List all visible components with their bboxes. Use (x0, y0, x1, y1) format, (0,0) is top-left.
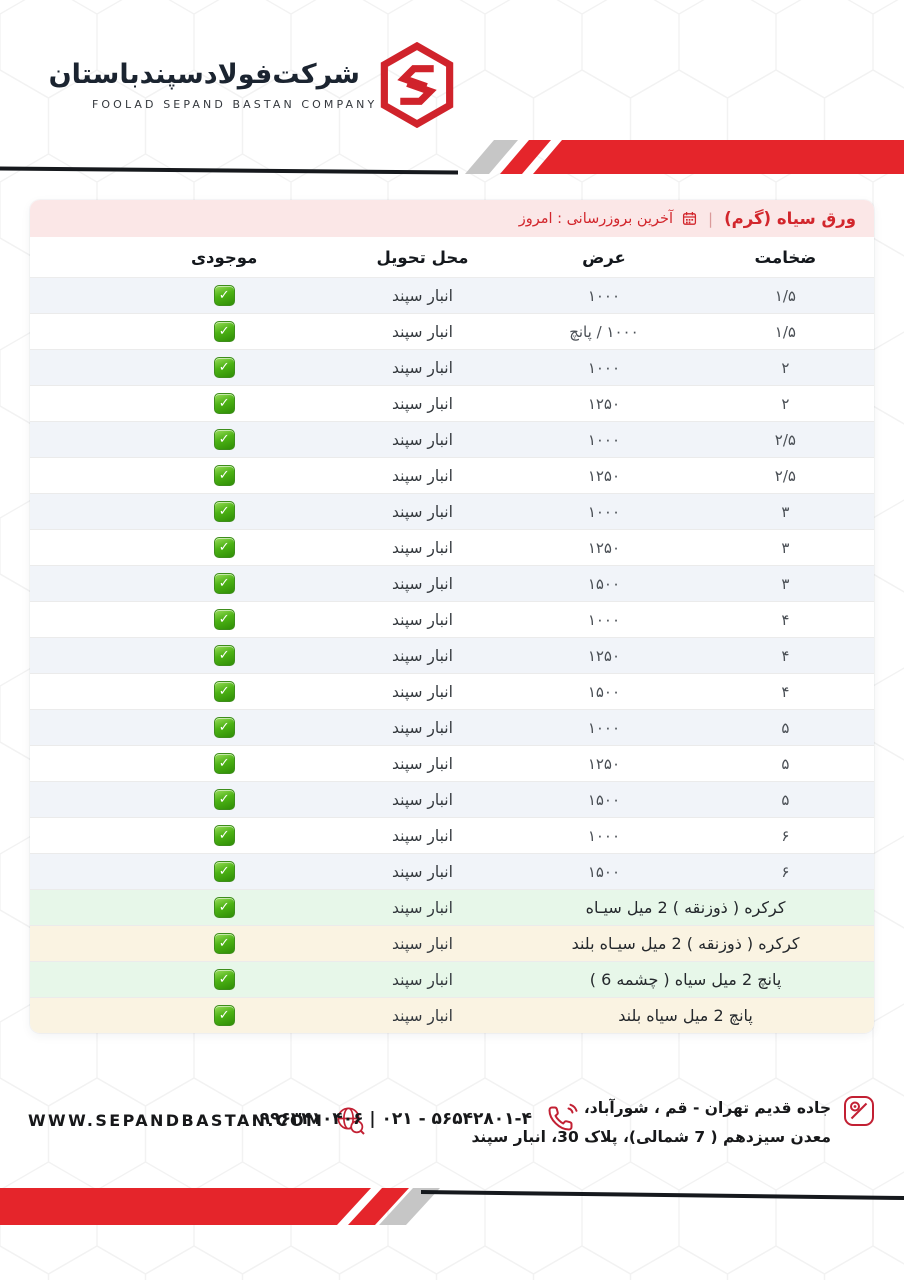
stock-cell (114, 897, 333, 918)
stock-cell (114, 321, 333, 342)
product-name-cell: پانچ 2 میل سیاه ( چشمه 6 ) (589, 970, 782, 989)
width-cell: ۱۵۰۰ (587, 862, 621, 881)
checkmark-icon: ✓ (214, 609, 235, 630)
last-update-label: آخرین بروزرسانی : امروز (518, 210, 673, 227)
hexagon-s-logo-icon (376, 42, 458, 128)
table-row (30, 746, 874, 782)
delivery-cell: انبار سپند (392, 358, 453, 377)
checkmark-icon: ✓ (214, 429, 235, 450)
table-row (30, 854, 874, 890)
company-name-fa: شرکت‌فولادسپندباستان (48, 58, 360, 90)
address-line-1: جاده قدیم تهران - قم ، شورآباد، (583, 1099, 831, 1117)
stock-cell (114, 609, 333, 630)
stock-cell (114, 645, 333, 666)
thickness-cell: ۳ (781, 502, 790, 521)
thickness-cell: ۵ (781, 718, 790, 737)
website-url: WWW.SEPANDBASTAN.COM (28, 1111, 325, 1130)
delivery-cell: انبار سپند (392, 646, 453, 665)
phone-numbers: ۰۹۹۶۳۴۱۰۴۰۶ | ۰۲۱ - ۵۶۵۴۲۸۰۱-۴ (249, 1108, 532, 1129)
thickness-cell: ۶ (781, 826, 790, 845)
stock-cell (114, 969, 333, 990)
product-name-cell: کرکره ( ذوزنقه ) 2 میل سیـاه (585, 898, 786, 917)
delivery-cell: انبار سپند (392, 898, 453, 917)
checkmark-icon: ✓ (214, 861, 235, 882)
map-pin-icon (842, 1094, 876, 1128)
stock-cell (114, 501, 333, 522)
delivery-cell: انبار سپند (392, 574, 453, 593)
checkmark-icon: ✓ (214, 969, 235, 990)
width-cell: ۱۰۰۰ (587, 610, 621, 629)
table-row (30, 386, 874, 422)
width-cell: ۱۰۰۰ (587, 286, 621, 305)
table-row (30, 962, 874, 998)
stock-cell (114, 717, 333, 738)
table-row (30, 782, 874, 818)
table-title-bar (30, 200, 874, 237)
thickness-cell: ۶ (781, 862, 790, 881)
checkmark-icon: ✓ (214, 1005, 235, 1026)
stock-cell (114, 861, 333, 882)
checkmark-icon: ✓ (214, 357, 235, 378)
address-line-2: معدن سیزدهم ( 7 شمالی)، پلاک 30، انبار سپند (471, 1127, 831, 1146)
width-cell: ۱۲۵۰ (587, 538, 621, 557)
stock-cell (114, 1005, 333, 1026)
table-row (30, 926, 874, 962)
table-row (30, 998, 874, 1033)
table-row (30, 350, 874, 386)
checkmark-icon: ✓ (214, 501, 235, 522)
table-row (30, 458, 874, 494)
table-row (30, 710, 874, 746)
delivery-cell: انبار سپند (392, 502, 453, 521)
width-cell: ۱۰۰۰ (587, 718, 621, 737)
thickness-cell: ۴ (781, 646, 790, 665)
checkmark-icon: ✓ (214, 681, 235, 702)
stock-cell (114, 933, 333, 954)
stock-cell (114, 357, 333, 378)
delivery-cell: انبار سپند (392, 466, 453, 485)
thickness-cell: ۱/۵ (774, 322, 796, 341)
thickness-cell: ۳ (781, 538, 790, 557)
thickness-cell: ۴ (781, 610, 790, 629)
checkmark-icon: ✓ (214, 717, 235, 738)
col-header-delivery: محل تحویل (376, 247, 469, 267)
thickness-cell: ۲/۵ (774, 466, 796, 485)
stock-cell (114, 789, 333, 810)
delivery-cell: انبار سپند (392, 862, 453, 881)
table-row (30, 638, 874, 674)
title-divider: | (708, 209, 714, 228)
stock-cell (114, 753, 333, 774)
delivery-cell: انبار سپند (392, 286, 453, 305)
thickness-cell: ۵ (781, 754, 790, 773)
thickness-cell: ۲ (781, 394, 790, 413)
table-row (30, 314, 874, 350)
checkmark-icon: ✓ (214, 789, 235, 810)
company-brand (48, 42, 458, 128)
table-row (30, 890, 874, 926)
table-row (30, 602, 874, 638)
stock-cell (114, 537, 333, 558)
checkmark-icon: ✓ (214, 933, 235, 954)
width-cell: ۱۵۰۰ (587, 790, 621, 809)
calendar-icon (682, 211, 697, 226)
checkmark-icon: ✓ (214, 285, 235, 306)
stock-cell (114, 285, 333, 306)
checkmark-icon: ✓ (214, 753, 235, 774)
checkmark-icon: ✓ (214, 897, 235, 918)
width-cell: ۱۲۵۰ (587, 466, 621, 485)
thickness-cell: ۴ (781, 682, 790, 701)
checkmark-icon: ✓ (214, 465, 235, 486)
stock-cell (114, 681, 333, 702)
table-header-row (30, 237, 874, 278)
stock-cell (114, 465, 333, 486)
delivery-cell: انبار سپند (392, 1006, 453, 1025)
table-body (30, 278, 874, 1033)
company-name-en: FOOLAD SEPAND BASTAN COMPANY (92, 98, 378, 112)
delivery-cell: انبار سپند (392, 610, 453, 629)
width-cell: ۱۲۵۰ (587, 754, 621, 773)
thickness-cell: ۲ (781, 358, 790, 377)
bottom-banner-graphic (0, 1183, 904, 1238)
table-title: ورق سیاه (گرم) (724, 209, 856, 228)
delivery-cell: انبار سپند (392, 394, 453, 413)
stock-cell (114, 825, 333, 846)
delivery-cell: انبار سپند (392, 970, 453, 989)
table-row (30, 494, 874, 530)
width-cell: ۱۰۰۰ (587, 502, 621, 521)
delivery-cell: انبار سپند (392, 430, 453, 449)
thickness-cell: ۲/۵ (774, 430, 796, 449)
col-header-stock: موجودی (190, 247, 258, 267)
col-header-thickness: ضخامت (754, 247, 817, 267)
stock-cell (114, 573, 333, 594)
price-table-card (30, 200, 874, 1033)
width-cell: ۱۲۵۰ (587, 646, 621, 665)
table-row (30, 278, 874, 314)
width-cell: ۱۰۰۰ / پانچ (569, 322, 639, 341)
width-cell: ۱۰۰۰ (587, 358, 621, 377)
delivery-cell: انبار سپند (392, 790, 453, 809)
product-name-cell: پانچ 2 میل سیاه بلند (618, 1006, 753, 1025)
thickness-cell: ۵ (781, 790, 790, 809)
checkmark-icon: ✓ (214, 645, 235, 666)
col-header-width: عرض (582, 247, 626, 267)
delivery-cell: انبار سپند (392, 754, 453, 773)
product-name-cell: کرکره ( ذوزنقه ) 2 میل سیـاه بلند (571, 934, 800, 953)
checkmark-icon: ✓ (214, 573, 235, 594)
thickness-cell: ۱/۵ (774, 286, 796, 305)
address-block (471, 1094, 876, 1151)
table-row (30, 818, 874, 854)
stock-cell (114, 429, 333, 450)
table-row (30, 530, 874, 566)
delivery-cell: انبار سپند (392, 826, 453, 845)
table-row (30, 674, 874, 710)
delivery-cell: انبار سپند (392, 682, 453, 701)
thickness-cell: ۳ (781, 574, 790, 593)
width-cell: ۱۲۵۰ (587, 394, 621, 413)
width-cell: ۱۵۰۰ (587, 682, 621, 701)
width-cell: ۱۵۰۰ (587, 574, 621, 593)
width-cell: ۱۰۰۰ (587, 826, 621, 845)
checkmark-icon: ✓ (214, 321, 235, 342)
checkmark-icon: ✓ (214, 825, 235, 846)
delivery-cell: انبار سپند (392, 538, 453, 557)
checkmark-icon: ✓ (214, 537, 235, 558)
delivery-cell: انبار سپند (392, 934, 453, 953)
table-row (30, 422, 874, 458)
table-row (30, 566, 874, 602)
checkmark-icon: ✓ (214, 393, 235, 414)
stock-cell (114, 393, 333, 414)
width-cell: ۱۰۰۰ (587, 430, 621, 449)
delivery-cell: انبار سپند (392, 718, 453, 737)
delivery-cell: انبار سپند (392, 322, 453, 341)
